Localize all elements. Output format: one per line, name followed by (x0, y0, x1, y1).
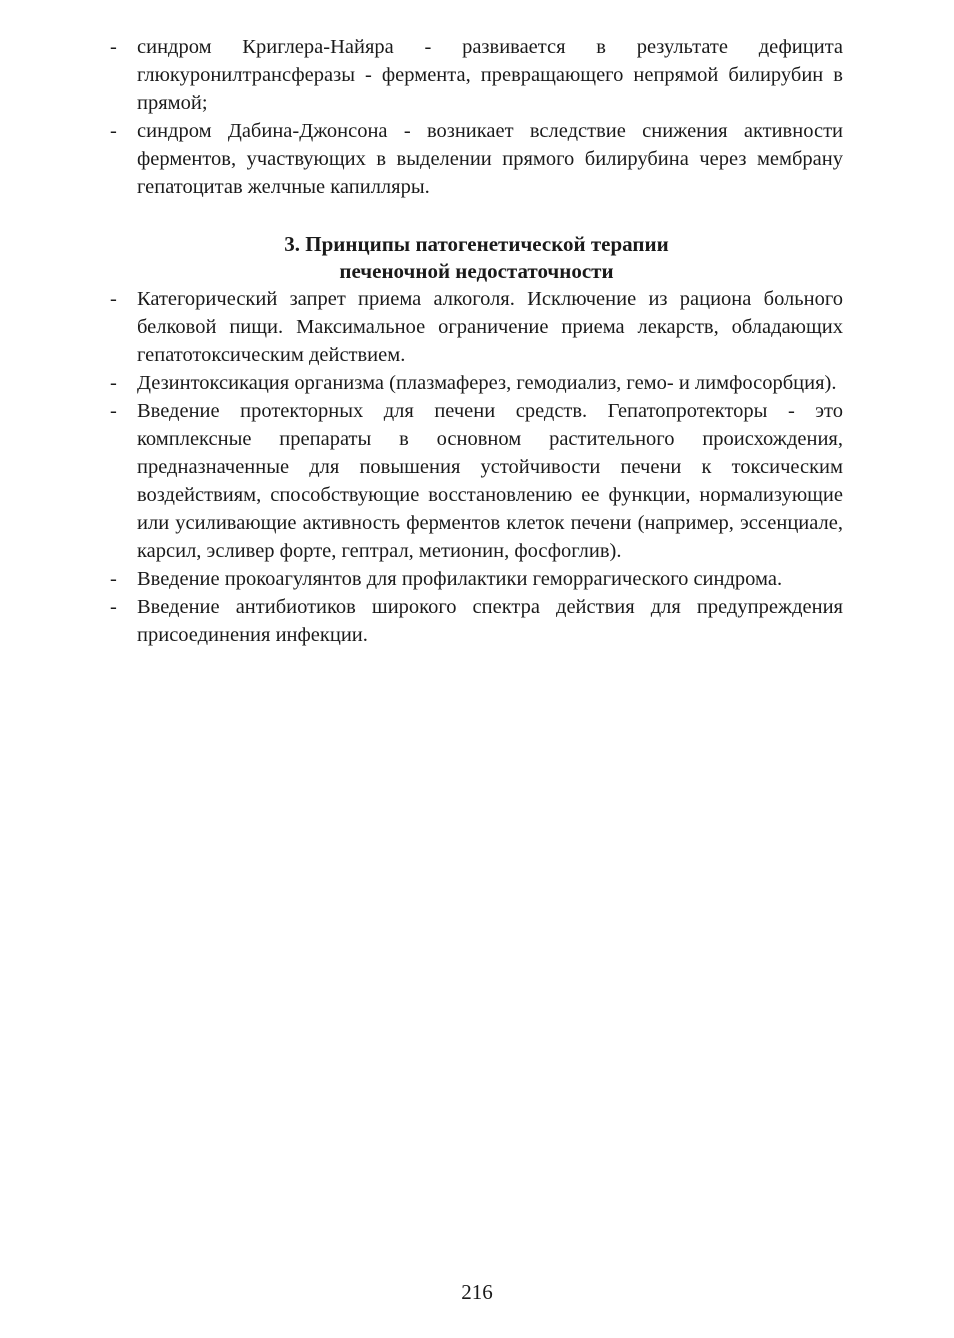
syndrome-list (110, 33, 843, 201)
list-item-text: синдром Дабина-Джонсона - возникает вследствие снижения активности ферментов, участвующих в выделении прямого билирубина через мембрану гепатоцитав желчные капилляры. (137, 120, 843, 198)
list-item-alcohol-ban (110, 285, 843, 369)
page-number: 216 (461, 1280, 493, 1304)
list-item-antibiotics (110, 593, 843, 649)
page-content (110, 33, 843, 649)
list-dash: - (110, 596, 117, 618)
list-dash: - (110, 568, 117, 590)
list-item-text: Введение протекторных для печени средств. Гепатопротекторы - это комплексные препараты в основном растительного происхождения, предназначенные для повышения устойчивости печени к токсическим воздействиям, способствующие восстановлению ее функции, нормализующие или усиливающие активность ферментов клеток печени (например, эссенциале, карсил, эсливер форте, гептрал, метионин, фосфоглив). (137, 400, 843, 562)
list-dash: - (110, 120, 117, 142)
list-dash: - (110, 372, 117, 394)
list-dash: - (110, 400, 117, 422)
list-item-text: синдром Криглера-Найяра - развивается в результате дефицита глюкуронилтрансферазы - фермента, превращающего непрямой билирубин в прямой; (137, 36, 843, 114)
list-item-detoxification (110, 369, 843, 397)
list-item-crigler-najjar (110, 33, 843, 117)
list-item-procoagulants (110, 565, 843, 593)
list-item-text: Дезинтоксикация организма (плазмаферез, гемодиализ, гемо- и лимфосорбция). (137, 372, 837, 394)
list-dash: - (110, 288, 117, 310)
section-heading-line-1: 3. Принципы патогенетической терапии (284, 232, 669, 256)
section-heading-line-2: печеночной недостаточности (339, 259, 614, 283)
list-dash: - (110, 36, 117, 58)
list-item-text: Введение антибиотиков широкого спектра действия для предупреждения присоединения инфекции. (137, 596, 843, 646)
section-heading (110, 231, 843, 285)
list-item-hepatoprotectors (110, 397, 843, 565)
therapy-list (110, 285, 843, 649)
list-item-text: Категорический запрет приема алкоголя. Исключение из рациона больного белковой пищи. Максимальное ограничение приема лекарств, обладающих гепатотоксическим действием. (137, 288, 843, 366)
list-item-text: Введение прокоагулянтов для профилактики геморрагического синдрома. (137, 568, 783, 590)
list-item-dubin-johnson (110, 117, 843, 201)
